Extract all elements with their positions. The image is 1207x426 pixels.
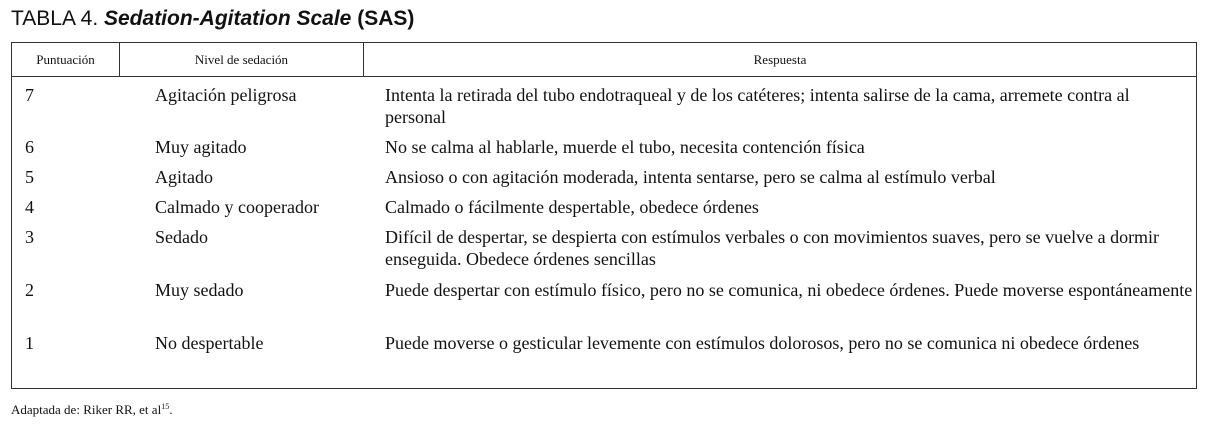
table-row — [12, 84, 1196, 136]
score-cell: 7 — [25, 85, 34, 105]
response-cell: Calmado o fácilmente despertable, obedece órdenes — [385, 197, 759, 217]
level-cell: Calmado y cooperador — [155, 197, 319, 217]
response-cell: Ansioso o con agitación moderada, intenta sentarse, pero se calma al estímulo verbal — [385, 167, 996, 187]
header-respuesta: Respuesta — [753, 52, 807, 67]
table-row — [12, 226, 1196, 279]
score-cell: 1 — [25, 333, 34, 353]
level-cell: Muy sedado — [155, 280, 244, 300]
table-title — [11, 6, 414, 32]
table-row — [12, 166, 1196, 196]
score-cell: 4 — [25, 197, 34, 217]
response-cell: No se calma al hablarle, muerde el tubo, necesita contención física — [385, 137, 865, 157]
sas-table — [11, 42, 1197, 389]
response-cell: Intenta la retirada del tubo endotraqueal y de los catéteres; intenta salirse de la cama, arremete contra al personal — [385, 85, 1130, 127]
response-cell: Puede despertar con estímulo físico, pero no se comunica, ni obedece órdenes. Puede moverse espontáneamente — [385, 280, 1193, 300]
footnote-suffix: . — [169, 402, 173, 417]
table-title-prefix: TABLA 4. — [11, 7, 104, 30]
level-cell: No despertable — [155, 333, 264, 353]
level-cell: Sedado — [155, 227, 208, 247]
table-header-row — [12, 43, 1196, 77]
table-row — [12, 332, 1196, 378]
table-row — [12, 136, 1196, 166]
table-title-suffix: (SAS) — [351, 7, 415, 30]
score-cell: 6 — [25, 137, 34, 157]
response-cell: Difícil de despertar, se despierta con estímulos verbales o con movimientos suaves, pero se vuelve a dormir enseguida. Obedece órdenes sencillas — [385, 227, 1160, 269]
score-cell: 5 — [25, 167, 34, 187]
table-row — [12, 196, 1196, 226]
footnote-reference-number: 15 — [161, 402, 170, 411]
score-cell: 3 — [25, 227, 34, 247]
table-title-scale-name: Sedation-Agitation Scale — [104, 7, 352, 30]
response-cell: Puede moverse o gesticular levemente con estímulos dolorosos, pero no se comunica ni obedece órdenes — [385, 333, 1140, 353]
table-body — [12, 84, 1196, 378]
level-cell: Agitación peligrosa — [155, 85, 297, 105]
table-row — [12, 279, 1196, 332]
level-cell: Agitado — [155, 167, 213, 187]
header-puntuacion: Puntuación — [12, 43, 120, 76]
level-cell: Muy agitado — [155, 137, 247, 157]
footnote-text: Adaptada de: Riker RR, et al — [11, 402, 162, 417]
source-footnote — [11, 402, 172, 418]
score-cell: 2 — [25, 280, 34, 300]
header-nivel-de-sedacion: Nivel de sedación — [120, 43, 364, 76]
